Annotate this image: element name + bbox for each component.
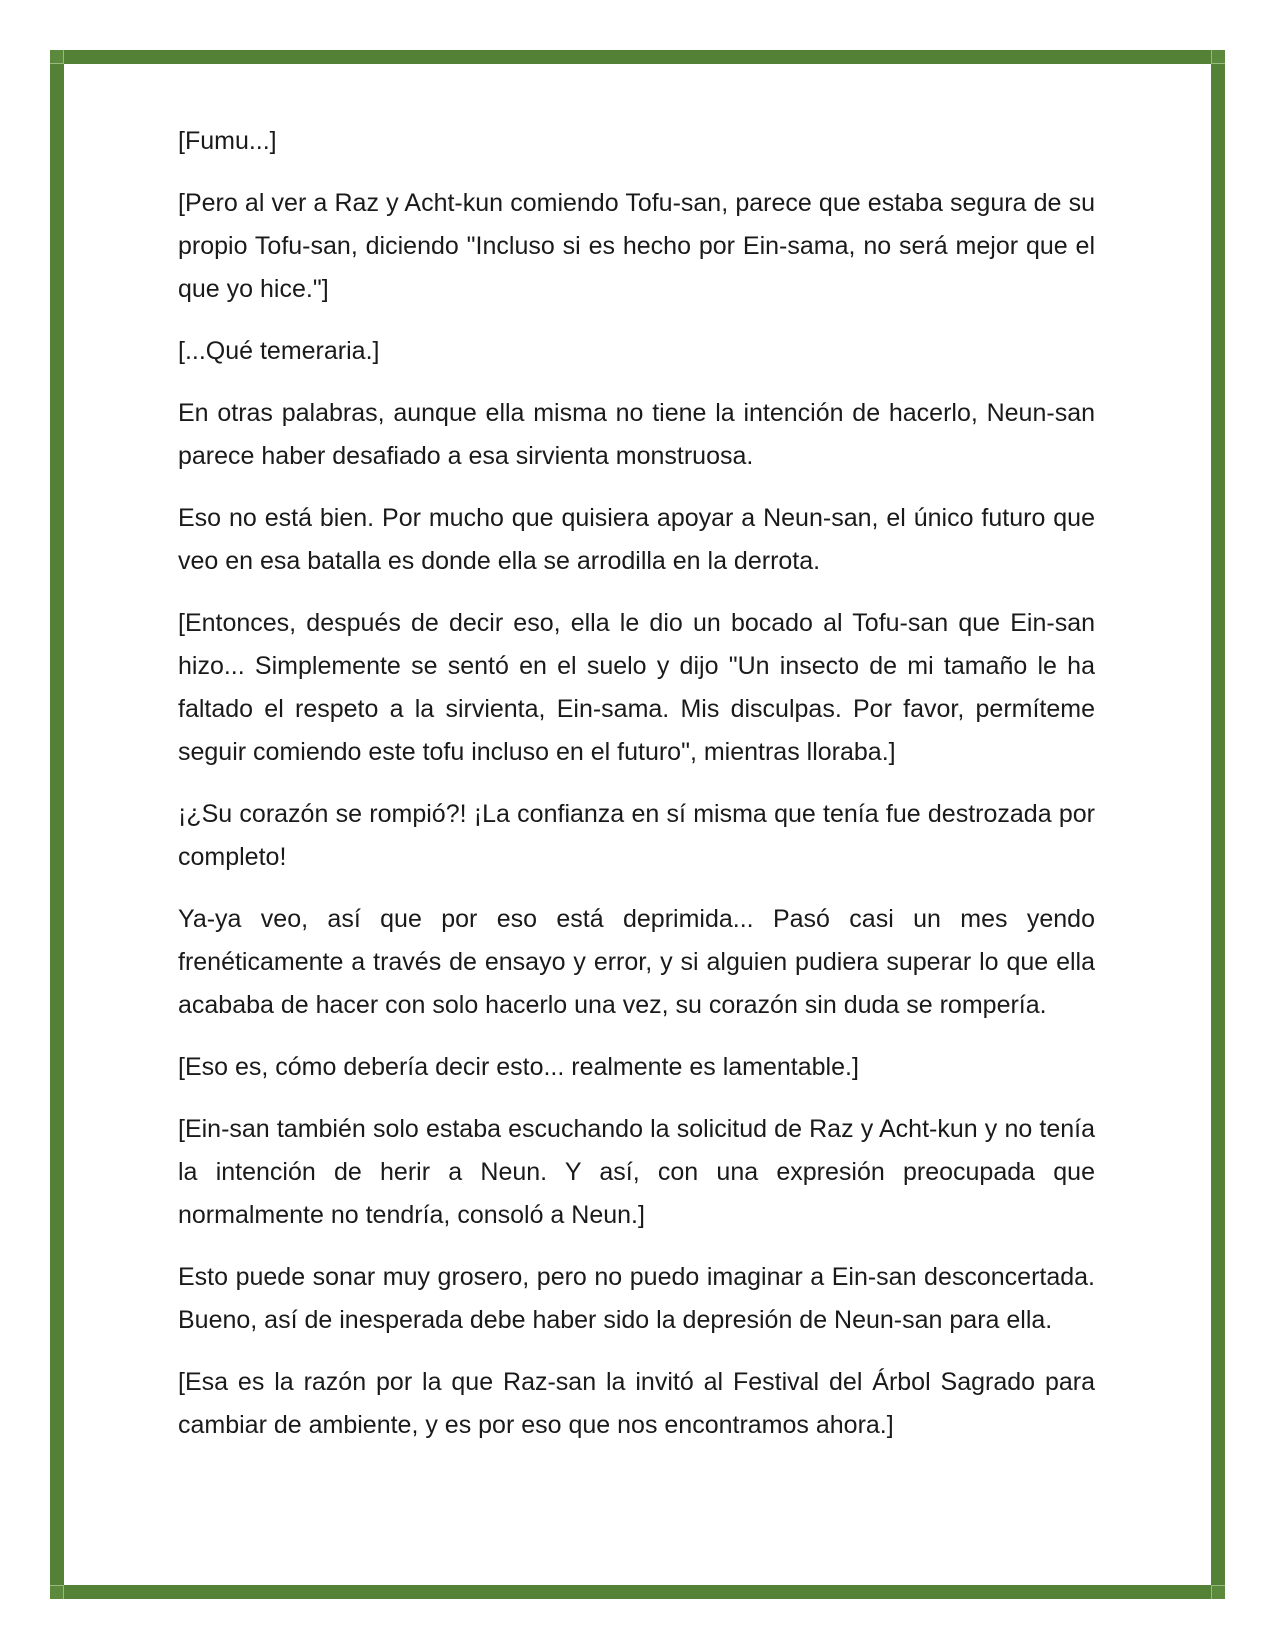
paragraph: En otras palabras, aunque ella misma no tiene la intención de hacerlo, Neun-san parece haber desafiado a esa sirvienta monstruosa. [178, 399, 1095, 470]
paragraph: Eso no está bien. Por mucho que quisiera apoyar a Neun-san, el único futuro que veo en esa batalla es donde ella se arrodilla en la derrota. [178, 504, 1095, 575]
paragraph: Esto puede sonar muy grosero, pero no puedo imaginar a Ein-san desconcertada. Bueno, así de inesperada debe haber sido la depresión de Neun-san para ella. [178, 1263, 1095, 1334]
paragraph: [Pero al ver a Raz y Acht-kun comiendo Tofu-san, parece que estaba segura de su propio Tofu-san, diciendo "Incluso si es hecho por Ein-sama, no será mejor que el que yo hice."] [178, 189, 1095, 303]
paragraph: [Ein-san también solo estaba escuchando la solicitud de Raz y Acht-kun y no tenía la intención de herir a Neun. Y así, con una expresión preocupada que normalmente no tendría, consoló a Neun.] [178, 1115, 1095, 1229]
paragraph: Ya-ya veo, así que por eso está deprimida... Pasó casi un mes yendo frenéticamente a través de ensayo y error, y si alguien pudiera superar lo que ella acababa de hacer con solo hacerlo una vez, su corazón sin duda se rompería. [178, 905, 1095, 1019]
document-body [178, 120, 1095, 1447]
paragraph: [Esa es la razón por la que Raz-san la invitó al Festival del Árbol Sagrado para cambiar de ambiente, y es por eso que nos encontramos ahora.] [178, 1368, 1095, 1439]
paragraph: ¡¿Su corazón se rompió?! ¡La confianza en sí misma que tenía fue destrozada por completo! [178, 800, 1095, 871]
paragraph: [Fumu...] [178, 127, 277, 155]
border-corner-bottom-left [50, 1585, 64, 1599]
paragraph: [Eso es, cómo debería decir esto... realmente es lamentable.] [178, 1053, 859, 1081]
border-corner-top-left [50, 50, 64, 64]
border-corner-top-right [1211, 50, 1225, 64]
paragraph: [Entonces, después de decir eso, ella le dio un bocado al Tofu-san que Ein-san hizo... Simplemente se sentó en el suelo y dijo "Un insecto de mi tamaño le ha faltado el respeto a la sirvienta, Ein-sama. Mis disculpas. Por favor, permíteme seguir comiendo este tofu incluso en el futuro", mientras lloraba.] [178, 609, 1095, 766]
border-corner-bottom-right [1211, 1585, 1225, 1599]
paragraph: [...Qué temeraria.] [178, 337, 380, 365]
